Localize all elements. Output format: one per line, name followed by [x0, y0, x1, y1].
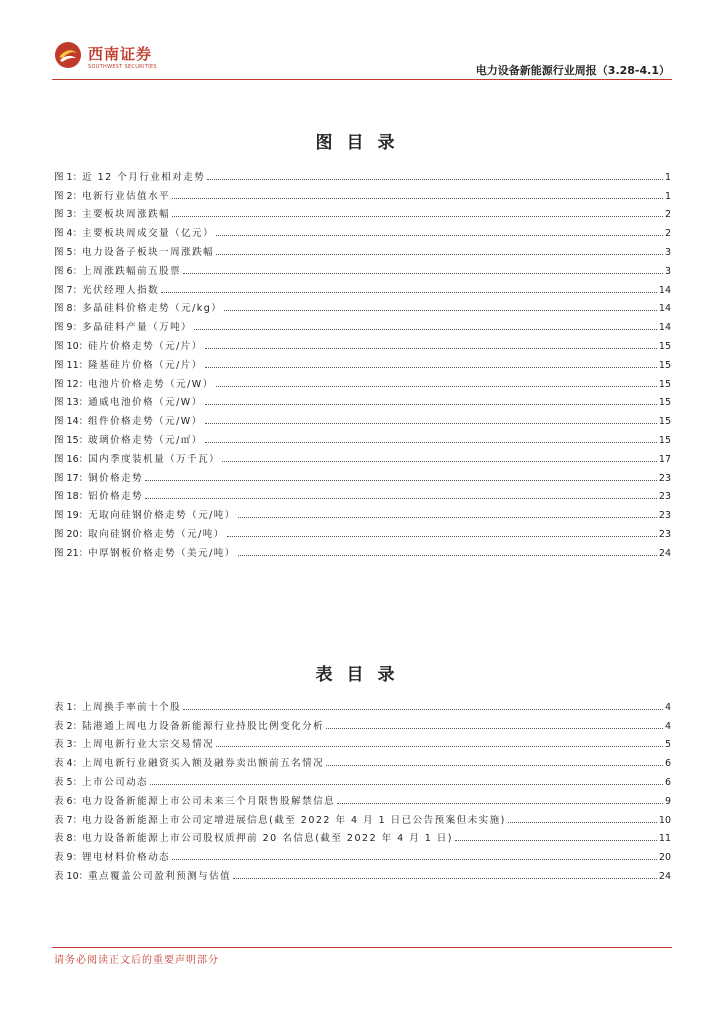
toc-entry-number: 图 9：: [54, 322, 83, 334]
toc-entry[interactable]: [54, 390, 671, 409]
toc-entry-title: [54, 300, 222, 314]
toc-entry-name: 电新行业估值水平: [82, 190, 171, 202]
toc-dot-leader: [216, 254, 663, 255]
logo-mark-icon: [53, 40, 83, 70]
toc-page-number: 10: [658, 814, 671, 826]
toc-entry-number: 图 17：: [54, 472, 89, 484]
toc-entry-name: 取向硅钢价格走势（元/吨）: [88, 528, 225, 540]
toc-entry-name: 铝价格走势: [88, 491, 144, 503]
toc-entry-number: 图 1：: [54, 171, 83, 183]
toc-entry-title: [54, 338, 203, 352]
toc-entry-number: 图 15：: [54, 434, 89, 446]
toc-page-number: 14: [658, 284, 671, 296]
toc-entry-number: 图 11：: [54, 359, 89, 371]
toc-entry-title: [54, 263, 181, 277]
toc-entry-title: [54, 755, 324, 769]
toc-dot-leader: [172, 216, 663, 217]
toc-entry[interactable]: [54, 540, 671, 559]
toc-entry-number: 图 19：: [54, 510, 89, 522]
toc-dot-leader: [172, 198, 663, 199]
toc-entry-title: [54, 319, 192, 333]
footer-disclaimer: 请务必阅读正文后的重要声明部分: [54, 955, 219, 966]
toc-entry-number: 图 3：: [54, 209, 83, 221]
toc-page-number: 2: [664, 228, 671, 240]
toc-entry-number: 图 21：: [54, 547, 89, 559]
toc-entry-number: 表 2：: [54, 720, 83, 732]
toc-entry-name: 多晶硅料价格走势（元/kg）: [82, 303, 223, 315]
toc-dot-leader: [150, 784, 663, 785]
toc-entry-name: 主要板块周成交量（亿元）: [82, 228, 215, 240]
toc-entry[interactable]: [54, 446, 671, 465]
toc-dot-leader: [216, 235, 663, 236]
logo-chinese-name: 西南证券: [88, 45, 153, 63]
toc-entry[interactable]: [54, 769, 671, 788]
toc-page-number: 4: [664, 720, 671, 732]
toc-page-number: 24: [658, 870, 671, 882]
toc-dot-leader: [205, 348, 657, 349]
toc-dot-leader: [455, 840, 657, 841]
toc-entry-number: 表 9：: [54, 852, 83, 864]
toc-entry-name: 上周换手率前十个股: [82, 701, 182, 713]
toc-entry[interactable]: [54, 427, 671, 446]
toc-entry-name: 主要板块周涨跌幅: [82, 209, 171, 221]
toc-entry-title: [54, 830, 453, 844]
toc-entry[interactable]: [54, 314, 671, 333]
toc-entry[interactable]: [54, 826, 671, 845]
toc-entry-title: [54, 244, 214, 258]
toc-entry-title: [54, 774, 148, 788]
toc-entry-name: 玻璃价格走势（元/㎡）: [88, 434, 203, 446]
toc-entry-title: [54, 812, 506, 826]
toc-entry[interactable]: [54, 732, 671, 751]
toc-page-number: 17: [658, 453, 671, 465]
toc-entry[interactable]: [54, 788, 671, 807]
toc-entry[interactable]: [54, 371, 671, 390]
toc-page-number: 15: [658, 378, 671, 390]
toc-page-number: 15: [658, 434, 671, 446]
toc-entry-number: 图 7：: [54, 284, 83, 296]
toc-entry-name: 硅片价格走势（元/片）: [88, 340, 203, 352]
toc-entry-name: 铜价格走势: [88, 472, 144, 484]
toc-page-number: 23: [658, 510, 671, 522]
toc-entry[interactable]: [54, 239, 671, 258]
toc-dot-leader: [337, 803, 663, 804]
tables-toc-list: [54, 694, 671, 882]
toc-entry[interactable]: [54, 863, 671, 882]
toc-entry-title: [54, 357, 203, 371]
toc-entry-number: 图 10：: [54, 340, 89, 352]
toc-entry-name: 上市公司动态: [82, 776, 149, 788]
toc-entry-name: 组件价格走势（元/W）: [88, 416, 203, 428]
toc-dot-leader: [238, 517, 657, 518]
toc-entry-number: 表 8：: [54, 833, 83, 845]
toc-entry-title: [54, 718, 324, 732]
toc-page-number: 14: [658, 303, 671, 315]
footer-divider: [52, 947, 672, 948]
toc-entry-name: 中厚钢板价格走势（美元/吨）: [88, 547, 236, 559]
toc-entry-name: 陆港通上周电力设备新能源行业持股比例变化分析: [82, 720, 325, 732]
toc-entry-number: 表 10：: [54, 870, 89, 882]
toc-entry-title: [54, 868, 231, 882]
toc-page-number: 11: [658, 833, 671, 845]
toc-entry[interactable]: [54, 750, 671, 769]
toc-entry[interactable]: [54, 844, 671, 863]
logo-english-name: SOUTHWEST SECURITIES: [88, 64, 157, 70]
toc-page-number: 3: [664, 265, 671, 277]
toc-entry-name: 国内季度装机量（万千瓦）: [88, 453, 221, 465]
toc-entry-number: 图 12：: [54, 378, 89, 390]
report-title: 电力设备新能源行业周报（3.28-4.1）: [475, 64, 670, 77]
toc-dot-leader: [508, 822, 657, 823]
toc-entry[interactable]: [54, 220, 671, 239]
toc-entry[interactable]: [54, 258, 671, 277]
toc-page-number: 23: [658, 472, 671, 484]
toc-entry-number: 图 8：: [54, 303, 83, 315]
toc-dot-leader: [227, 536, 657, 537]
toc-entry-name: 多晶硅料产量（万吨）: [82, 322, 193, 334]
toc-entry-number: 图 20：: [54, 528, 89, 540]
toc-entry[interactable]: [54, 713, 671, 732]
toc-entry-number: 图 2：: [54, 190, 83, 202]
toc-page-number: 15: [658, 359, 671, 371]
toc-dot-leader: [205, 404, 657, 405]
toc-entry[interactable]: [54, 807, 671, 826]
toc-page-number: 24: [658, 547, 671, 559]
toc-entry[interactable]: [54, 333, 671, 352]
toc-dot-leader: [205, 423, 657, 424]
toc-entry-title: [54, 394, 203, 408]
toc-dot-leader: [145, 498, 657, 499]
toc-entry-title: [54, 225, 214, 239]
company-logo: [53, 40, 173, 76]
toc-entry-number: 图 14：: [54, 416, 89, 428]
toc-page-number: 20: [658, 852, 671, 864]
toc-entry-title: [54, 526, 225, 540]
toc-entry-number: 图 13：: [54, 397, 89, 409]
toc-dot-leader: [326, 728, 663, 729]
toc-entry[interactable]: [54, 277, 671, 296]
toc-entry-name: 电力设备子板块一周涨跌幅: [82, 246, 215, 258]
toc-entry-title: [54, 413, 203, 427]
toc-page-number: 15: [658, 340, 671, 352]
toc-entry-name: 近 12 个月行业相对走势: [82, 171, 206, 183]
tables-toc-title: 表目录: [315, 665, 409, 685]
toc-dot-leader: [194, 329, 657, 330]
toc-entry-number: 表 4：: [54, 758, 83, 770]
toc-entry-name: 电池片价格走势（元/W）: [88, 378, 214, 390]
toc-entry[interactable]: [54, 694, 671, 713]
toc-entry-title: [54, 188, 170, 202]
toc-entry-number: 表 5：: [54, 776, 83, 788]
toc-dot-leader: [224, 310, 657, 311]
toc-entry-title: [54, 376, 214, 390]
toc-entry-title: [54, 470, 143, 484]
toc-entry-number: 图 6：: [54, 265, 83, 277]
toc-page-number: 6: [664, 776, 671, 788]
toc-dot-leader: [233, 878, 657, 879]
toc-entry[interactable]: [54, 408, 671, 427]
toc-entry-number: 表 3：: [54, 739, 83, 751]
toc-page-number: 15: [658, 416, 671, 428]
toc-entry-number: 表 7：: [54, 814, 83, 826]
toc-entry[interactable]: [54, 502, 671, 521]
toc-dot-leader: [326, 765, 663, 766]
toc-page-number: 4: [664, 701, 671, 713]
toc-page-number: 5: [664, 739, 671, 751]
toc-entry-title: [54, 545, 236, 559]
figures-toc-list: [54, 164, 671, 559]
toc-entry-number: 表 1：: [54, 701, 83, 713]
toc-entry-name: 通威电池价格（元/W）: [88, 397, 203, 409]
toc-page-number: 2: [664, 209, 671, 221]
toc-entry-name: 电力设备新能源上市公司股权质押前 20 名信息(截至 2022 年 4 月 1 日): [82, 833, 454, 845]
toc-entry-name: 锂电材料价格动态: [82, 852, 171, 864]
toc-dot-leader: [205, 367, 657, 368]
toc-dot-leader: [145, 480, 657, 481]
toc-page-number: 1: [664, 190, 671, 202]
toc-entry-title: [54, 488, 143, 502]
toc-entry-name: 隆基硅片价格（元/片）: [88, 359, 203, 371]
toc-page-number: 6: [664, 758, 671, 770]
toc-entry-name: 无取向硅钢价格走势（元/吨）: [88, 510, 236, 522]
toc-entry-name: 电力设备新能源上市公司未来三个月限售股解禁信息: [82, 795, 336, 807]
toc-dot-leader: [216, 386, 657, 387]
header-divider: [52, 79, 672, 80]
toc-page-number: 15: [658, 397, 671, 409]
toc-entry-title: [54, 432, 203, 446]
toc-entry-number: 图 4：: [54, 228, 83, 240]
toc-dot-leader: [216, 746, 663, 747]
toc-dot-leader: [183, 273, 663, 274]
toc-dot-leader: [207, 179, 663, 180]
toc-dot-leader: [238, 555, 657, 556]
toc-entry-title: [54, 507, 236, 521]
toc-entry[interactable]: [54, 352, 671, 371]
toc-entry-title: [54, 282, 159, 296]
toc-dot-leader: [172, 859, 657, 860]
toc-entry-name: 上周涨跌幅前五股票: [82, 265, 182, 277]
toc-entry[interactable]: [54, 183, 671, 202]
toc-entry-name: 上周电新行业融资买入额及融券卖出额前五名情况: [82, 758, 325, 770]
toc-page-number: 1: [664, 171, 671, 183]
toc-entry[interactable]: [54, 521, 671, 540]
toc-page-number: 14: [658, 322, 671, 334]
toc-entry-title: [54, 451, 220, 465]
toc-page-number: 9: [664, 795, 671, 807]
toc-entry-number: 表 6：: [54, 795, 83, 807]
toc-page-number: 23: [658, 491, 671, 503]
toc-entry-title: [54, 169, 205, 183]
toc-entry-title: [54, 206, 170, 220]
toc-entry-title: [54, 736, 214, 750]
toc-page-number: 3: [664, 246, 671, 258]
toc-entry-title: [54, 793, 335, 807]
toc-entry[interactable]: [54, 202, 671, 221]
toc-entry-number: 图 16：: [54, 453, 89, 465]
toc-entry[interactable]: [54, 164, 671, 183]
toc-entry-number: 图 5：: [54, 246, 83, 258]
toc-entry-name: 电力设备新能源上市公司定增进展信息(截至 2022 年 4 月 1 日已公告预案但未实施): [82, 814, 506, 826]
toc-entry-title: [54, 849, 170, 863]
toc-dot-leader: [222, 461, 657, 462]
figures-toc-title: 图目录: [315, 133, 409, 153]
toc-entry-name: 重点覆盖公司盈利预测与估值: [88, 870, 232, 882]
toc-page-number: 23: [658, 528, 671, 540]
toc-entry[interactable]: [54, 465, 671, 484]
toc-entry[interactable]: [54, 484, 671, 503]
toc-entry-name: 光伏经理人指数: [82, 284, 160, 296]
toc-dot-leader: [161, 292, 657, 293]
toc-dot-leader: [205, 442, 657, 443]
toc-entry-name: 上周电新行业大宗交易情况: [82, 739, 215, 751]
toc-dot-leader: [183, 709, 663, 710]
toc-entry-number: 图 18：: [54, 491, 89, 503]
toc-entry[interactable]: [54, 296, 671, 315]
page-header: [0, 0, 724, 84]
toc-entry-title: [54, 699, 181, 713]
